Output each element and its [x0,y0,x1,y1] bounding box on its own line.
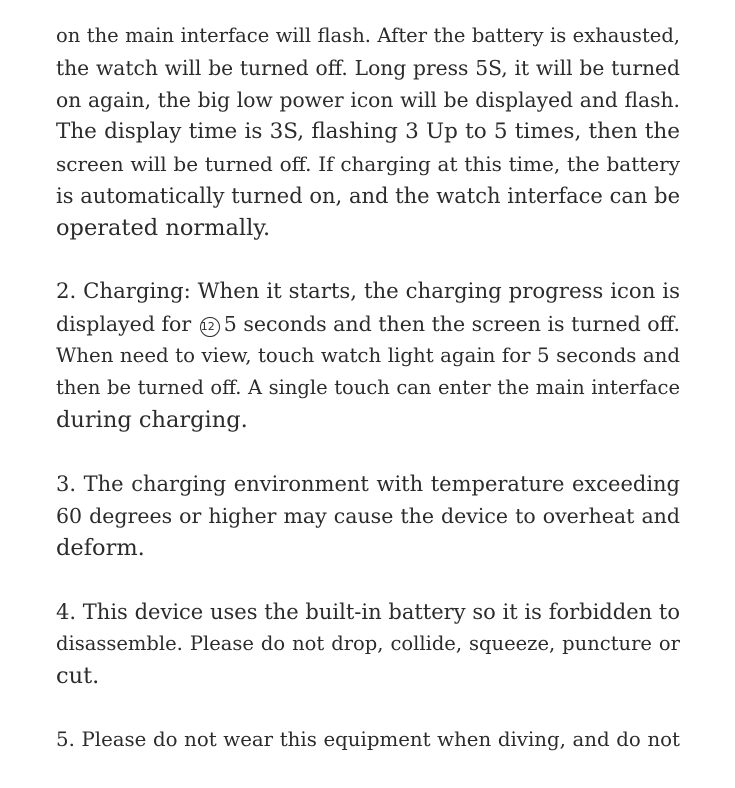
paragraph-temperature [56,468,680,564]
text-line: is automatically turned on, and the watch interface can be [56,184,680,208]
text-line: screen will be turned off. If charging at this time, the battery [56,152,680,176]
text-line: deform. [56,535,145,561]
text-line: cut. [56,663,100,689]
paragraph-built-in-battery [56,596,680,692]
text-line: When need to view, touch watch light again for 5 seconds and [56,344,680,367]
text-line: on the main interface will flash. After the battery is exhausted, [56,24,680,47]
text-line-with-icon [56,308,680,340]
circled-number-icon: 12 [200,317,220,337]
text-segment: 5 seconds and then the screen is turned off. [223,312,680,336]
text-line: then be turned off. A single touch can enter the main interface [56,376,680,399]
text-line: on again, the big low power icon will be displayed and flash. [56,88,680,112]
text-line: 3. The charging environment with temperature exceeding [56,472,680,496]
paragraph-diving [56,724,680,756]
text-segment: displayed for [56,312,192,336]
paragraph-charging [56,276,680,436]
text-line: 60 degrees or higher may cause the device to overheat and [56,504,680,528]
document-page [56,20,680,788]
text-line: 4. This device uses the built-in battery so it is forbidden to [56,600,680,624]
text-line: disassemble. Please do not drop, collide, squeeze, puncture or [56,632,680,655]
text-line: 2. Charging: When it starts, the charging progress icon is [56,279,680,304]
text-line: 5. Please do not wear this equipment when diving, and do not [56,728,680,751]
paragraph-low-battery [56,20,680,244]
text-line: The display time is 3S, flashing 3 Up to 5 times, then the [56,119,680,144]
text-line: the watch will be turned off. Long press 5S, it will be turned [56,56,680,80]
text-line: during charging. [56,407,248,433]
text-line: operated normally. [56,215,271,241]
